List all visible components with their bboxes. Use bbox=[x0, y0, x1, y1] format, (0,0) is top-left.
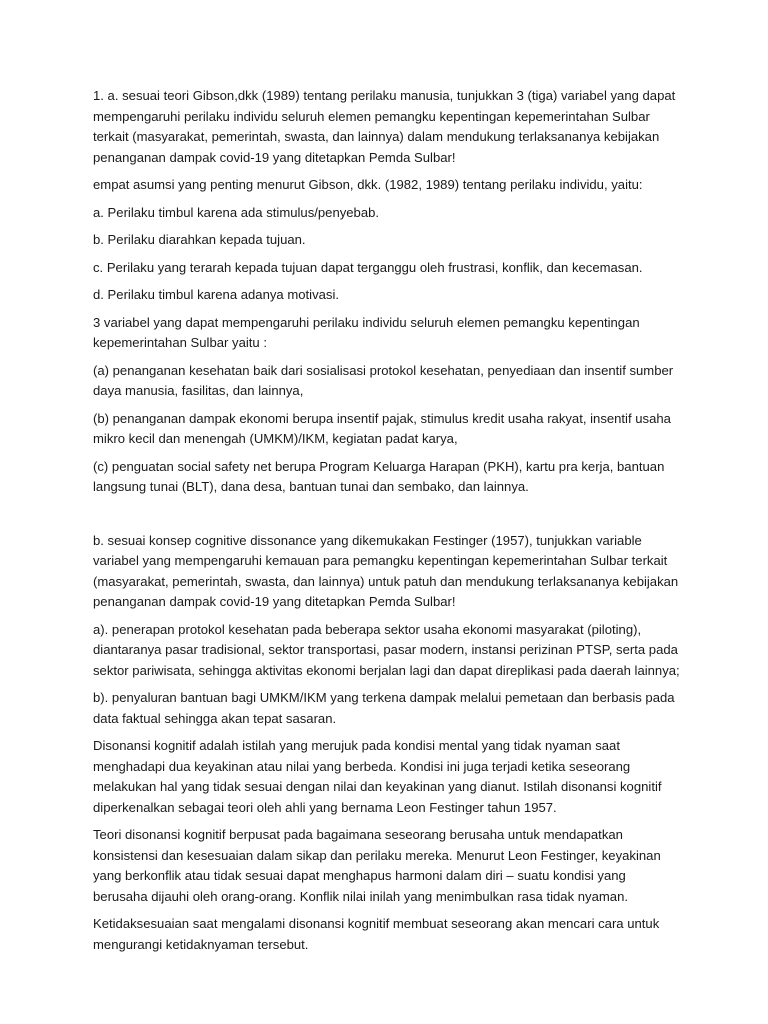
variable-b: (b) penanganan dampak ekonomi berupa insentif pajak, stimulus kredit usaha rakyat, insentif usaha mikro kecil dan menengah (UMKM)/IKM, kegiatan padat karya, bbox=[93, 410, 671, 446]
variables-intro: 3 variabel yang dapat mempengaruhi perilaku individu seluruh elemen pemangku kepentingan kepemerintahan Sulbar yaitu : bbox=[93, 314, 640, 350]
assumption-c: c. Perilaku yang terarah kepada tujuan dapat terganggu oleh frustrasi, konflik, dan kecemasan. bbox=[93, 259, 643, 275]
dissonance-definition: Disonansi kognitif adalah istilah yang merujuk pada kondisi mental yang tidak nyaman saat menghadapi dua keyakinan atau nilai yang berbeda. Kondisi ini juga terjadi ketika seseorang melakukan hal yang tidak sesuai dengan nilai dan keyakinan yang dianut. Istilah disonansi kognitif diperkenalkan sebagai teori oleh ahli yang bernama Leon Festinger tahun 1957. bbox=[93, 738, 662, 815]
answer-b: b). penyaluran bantuan bagi UMKM/IKM yang terkena dampak melalui pemetaan dan berbasis pada data faktual sehingga akan tepat sasaran. bbox=[93, 690, 675, 726]
dissonance-theory: Teori disonansi kognitif berpusat pada bagaimana seseorang berusaha untuk mendapatkan konsistensi dan kesesuaian dalam sikap dan perilaku mereka. Menurut Leon Festinger, keyakinan yang berkonflik atau tidak sesuai dapat menghapus harmoni dalam diri – suatu kondisi yang berusaha dijauhi oleh orang-orang. Konflik nilai inilah yang menimbulkan rasa tidak nyaman. bbox=[93, 827, 661, 904]
gibson-assumptions-intro: empat asumsi yang penting menurut Gibson, dkk. (1982, 1989) tentang perilaku individu, yaitu: bbox=[93, 177, 643, 192]
document-body bbox=[93, 86, 683, 962]
assumption-d: d. Perilaku timbul karena adanya motivasi. bbox=[93, 287, 339, 302]
assumption-b: b. Perilaku diarahkan kepada tujuan. bbox=[93, 232, 306, 247]
assumption-a: a. Perilaku timbul karena ada stimulus/penyebab. bbox=[93, 204, 380, 220]
question-1a: 1. a. sesuai teori Gibson,dkk (1989) tentang perilaku manusia, tunjukkan 3 (tiga) variabel yang dapat mempengaruhi perilaku individu seluruh elemen pemangku kepentingan kepemerintahan Sulbar terkait (masyarakat, pemerintah, swasta, dan lainnya) dalam mendukung terlaksananya kebijakan penanganan dampak covid-19 yang ditetapkan Pemda Sulbar! bbox=[93, 88, 676, 165]
variable-a: (a) penanganan kesehatan baik dari sosialisasi protokol kesehatan, penyediaan dan insentif sumber daya manusia, fasilitas, dan lainnya, bbox=[93, 362, 674, 398]
question-1b: b. sesuai konsep cognitive dissonance yang dikemukakan Festinger (1957), tunjukkan variable variabel yang mempengaruhi kemauan para pemangku kepentingan kepemerintahan Sulbar terkait (masyarakat, pemerintah, swasta, dan lainnya) untuk patuh dan mendukung terlaksananya kebijakan penanganan dampak covid-19 yang ditetapkan Pemda Sulbar! bbox=[93, 532, 679, 609]
dissonance-conclusion: Ketidaksesuaian saat mengalami disonansi kognitif membuat seseorang akan mencari cara untuk mengurangi ketidaknyaman tersebut. bbox=[93, 916, 660, 952]
answer-a: a). penerapan protokol kesehatan pada beberapa sektor usaha ekonomi masyarakat (piloting), diantaranya pasar tradisional, sektor transportasi, pasar modern, instansi perizinan PTSP, serta pada sektor pariwisata, sehingga aktivitas ekonomi berjalan lagi dan dapat direplikasi pada daerah lainnya; bbox=[93, 621, 680, 678]
variable-c: (c) penguatan social safety net berupa Program Keluarga Harapan (PKH), kartu pra kerja, bantuan langsung tunai (BLT), dana desa, bantuan tunai dan sembako, dan lainnya. bbox=[93, 458, 665, 494]
